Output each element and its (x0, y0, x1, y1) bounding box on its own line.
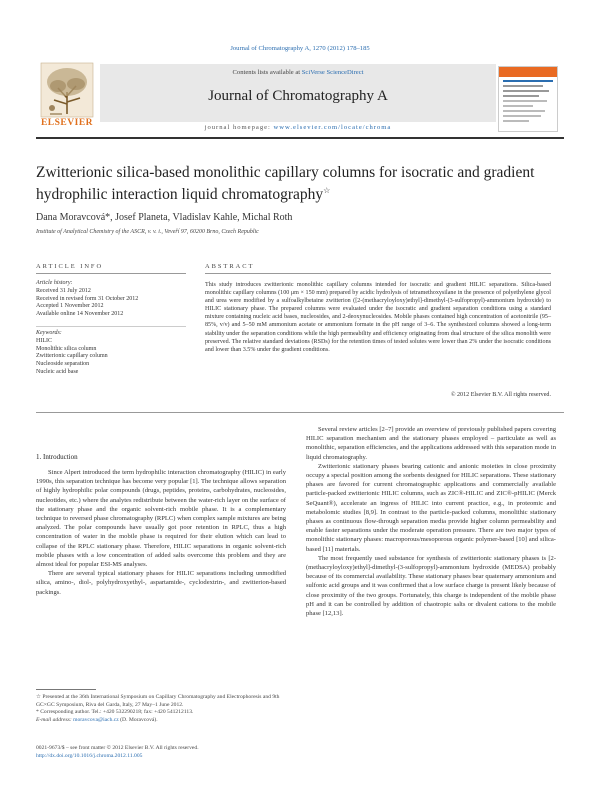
intro-paragraph: The most frequently used substance for synthesis of zwitterionic stationary phases is [2-(methacryloyloxy)ethyl]-dimethyl-(3-sulfopropyl)-ammonium hydroxide (MEDSA) probably because of its commercial availability. These stationary phases bear quaternary ammonium and sulfonic acid groups and it was confirmed that a low surface charge is present likely because of close proximity of the two groups. Fortunately, this charge is independent of the mobile phase pH and it can be controlled by addition of chaotropic salts or divalent cations to the mobile phase [12,13]. (306, 554, 556, 618)
title-footnote-mark[interactable]: ☆ (323, 186, 331, 195)
email-suffix: (D. Moravcová). (118, 716, 158, 723)
article-info-heading: ARTICLE INFO (36, 263, 104, 270)
intro-paragraph: Zwitterionic stationary phases bearing cationic and anionic moieties in close proximity occupy a special position among the sorbents designed for HILIC separations. These stationary phases are favored for current chromatographic applications and commercially available particle-packed zwitterionic HILIC columns, such as ZIC®-HILIC and ZIC®-pHILIC (Merck SeQuant®), accelerate an ingress of HILIC into current practice, e.g., in proteomic and metabolomic studies [8,9]. In contrast to the particle-packed columns, monolithic stationary phases as continuous flow-through separation media provide higher column permeability and enable faster separations under the moderate operation pressure. There are two major types of monolithic stationary phases: macroporous/mesoporous organic polymer-based [10] and silica-based [11] materials. (306, 462, 556, 553)
sciencedirect-link[interactable]: SciVerse ScienceDirect (301, 69, 364, 76)
homepage-line (100, 124, 496, 131)
homepage-link[interactable]: www.elsevier.com/locate/chroma (273, 124, 392, 131)
footnotes (36, 694, 286, 724)
header-rule (36, 137, 564, 139)
abstract-text: This study introduces zwitterionic monolithic capillary columns intended for isocratic and gradient HILIC separations. Silica-based monolithic capillary columns (100 μm × 150 mm) prepared by acidic hydrolysis of tetramethoxysilane in the presence of polyethylene glycol and urea were modified by a sulfoalkylbetaine zwitterion ([2-(methacryloyloxy)ethyl]-dimethyl-(3-sulfopropyl)-ammonium hydroxide) to HILIC stationary phase. The prepared columns were evaluated under the isocratic and gradient separation conditions using a standard mixture containing nucleic acid bases, nucleosides, and 2-deoxynucleosides. Mobile phases contained high concentration of acetonitrile (95–85%, v/v) and 5–50 mM ammonium acetate or ammonium formate in the pH range of 3–6. The synthesized columns showed a long-term stability under the separation conditions while the high permeability and efficiency originating from dual structure of the silica monolith were preserved. The relative standard deviations (RSDs) for the retention times of tested solutes were lower than 2% under the isocratic conditions and lower than 3.5% under the gradient conditions. (205, 282, 551, 353)
abstract-rule (205, 273, 551, 274)
elsevier-wordmark: ELSEVIER (40, 118, 94, 128)
footnote-corresponding-author: * Corresponding author. Tel.: +420 532290218; fax: +420 541212113. (36, 709, 194, 716)
email-label: E-mail address: (36, 716, 74, 723)
issn-line: 0021-9673/$ – see front matter © 2012 Elsevier B.V. All rights reserved. (36, 745, 199, 751)
affiliation: Institute of Analytical Chemistry of the ASCR, v. v. i., Veveří 97, 60200 Brno, Czech Republic (36, 229, 259, 235)
keywords (36, 330, 176, 377)
footnote-rule (36, 689, 96, 690)
journal-citation[interactable]: Journal of Chromatography A, 1270 (2012) 178–185 (230, 45, 370, 52)
keyword-item: Monolithic silica column (36, 345, 97, 352)
journal-title: Journal of Chromatography A (208, 88, 388, 104)
email-link[interactable]: moravcova@iach.cz (73, 716, 119, 723)
footnote-symposium: ☆ Presented at the 36th International Symposium on Capillary Chromatography and Electrophoresis and 9th GC×GC Symposium, Riva del Garda, Italy, 27 May–1 June 2012. (36, 694, 280, 708)
title-line-2: hydrophilic interaction liquid chromatography (36, 186, 324, 204)
article-title (36, 164, 556, 204)
copyright: © 2012 Elsevier B.V. All rights reserved. (450, 392, 551, 398)
keyword-item: Nucleic acid base (36, 368, 79, 375)
abstract-heading: ABSTRACT (205, 263, 255, 270)
intro-paragraph: Several review articles [2–7] provide an overview of previously published papers covering HILIC separation mechanism and the stationary phases employed – particulate as well as monolithic, separation efficiencies, and the applications addressed with this separation mode in liquid chromatography. (306, 426, 556, 461)
elsevier-tree-logo (40, 62, 94, 118)
history-label: Article history: (36, 280, 73, 286)
history-item: Accepted 1 November 2012 (36, 303, 104, 310)
authors: Dana Moravcová*, Josef Planeta, Vladislav Kahle, Michal Roth (36, 212, 293, 223)
keywords-label: Keywords: (36, 330, 62, 336)
keyword-item: HILIC (36, 337, 52, 344)
history-item: Received 31 July 2012 (36, 287, 91, 294)
article-history (36, 280, 176, 319)
contents-line (100, 69, 496, 76)
intro-paragraph: Since Alpert introduced the term hydrophilic interaction chromatography (HILIC) in early 1990s, this separation technique has become very popular [1]. The technique allows separation of highly hydrophilic polar compounds (drugs, peptides, proteins, carbohydrates, nucleosides, nucleotides, etc.) where the analytes redistribute between the water-rich layer on the surface of the stationary phase and the organic solvent-rich mobile phase. It is a complementary technique to reversed phase chromatography (RPLC) when complex sample mixtures are being analyzed. The polar compounds have usually got poor retention in RPLC, thus a high concentration of water in the mobile phase is required for their elution which can lead to collapse of the RPLC stationary phase. Therefore, HILIC separations in organic solvent-rich mobile phases with a low concentration of added salts overcome this problem and they are almost ideal for popular ESI-MS analyses. (36, 469, 286, 569)
keyword-item: Nucleoside separation (36, 361, 90, 368)
left-column (36, 468, 286, 597)
footnote-email-line (36, 717, 286, 725)
contents-prefix: Contents lists available at (232, 69, 302, 76)
journal-cover-thumbnail (498, 66, 558, 132)
homepage-prefix: journal homepage: (204, 124, 274, 131)
keywords-rule (36, 326, 186, 327)
title-line-1: Zwitterionic silica-based monolithic capillary columns for isocratic and gradient (36, 164, 535, 181)
history-item: Received in revised form 31 October 2012 (36, 295, 139, 302)
right-column (306, 425, 556, 618)
history-item: Available online 14 November 2012 (36, 311, 124, 318)
abstract-bottom-rule (36, 412, 564, 413)
article-identifiers (36, 745, 286, 760)
section-heading-introduction: 1. Introduction (36, 453, 78, 461)
intro-paragraph: There are several typical stationary phases for HILIC separations including unmodified silica, amino-, diol-, polyhydroxyethyl-, aspartamide-, cyclodextrin-, and zwitterion-based packings. (36, 570, 286, 596)
keyword-item: Zwitterionic capillary column (36, 353, 108, 360)
doi-link[interactable]: http://dx.doi.org/10.1016/j.chroma.2012.11.005 (36, 752, 143, 759)
article-info-rule (36, 273, 186, 274)
